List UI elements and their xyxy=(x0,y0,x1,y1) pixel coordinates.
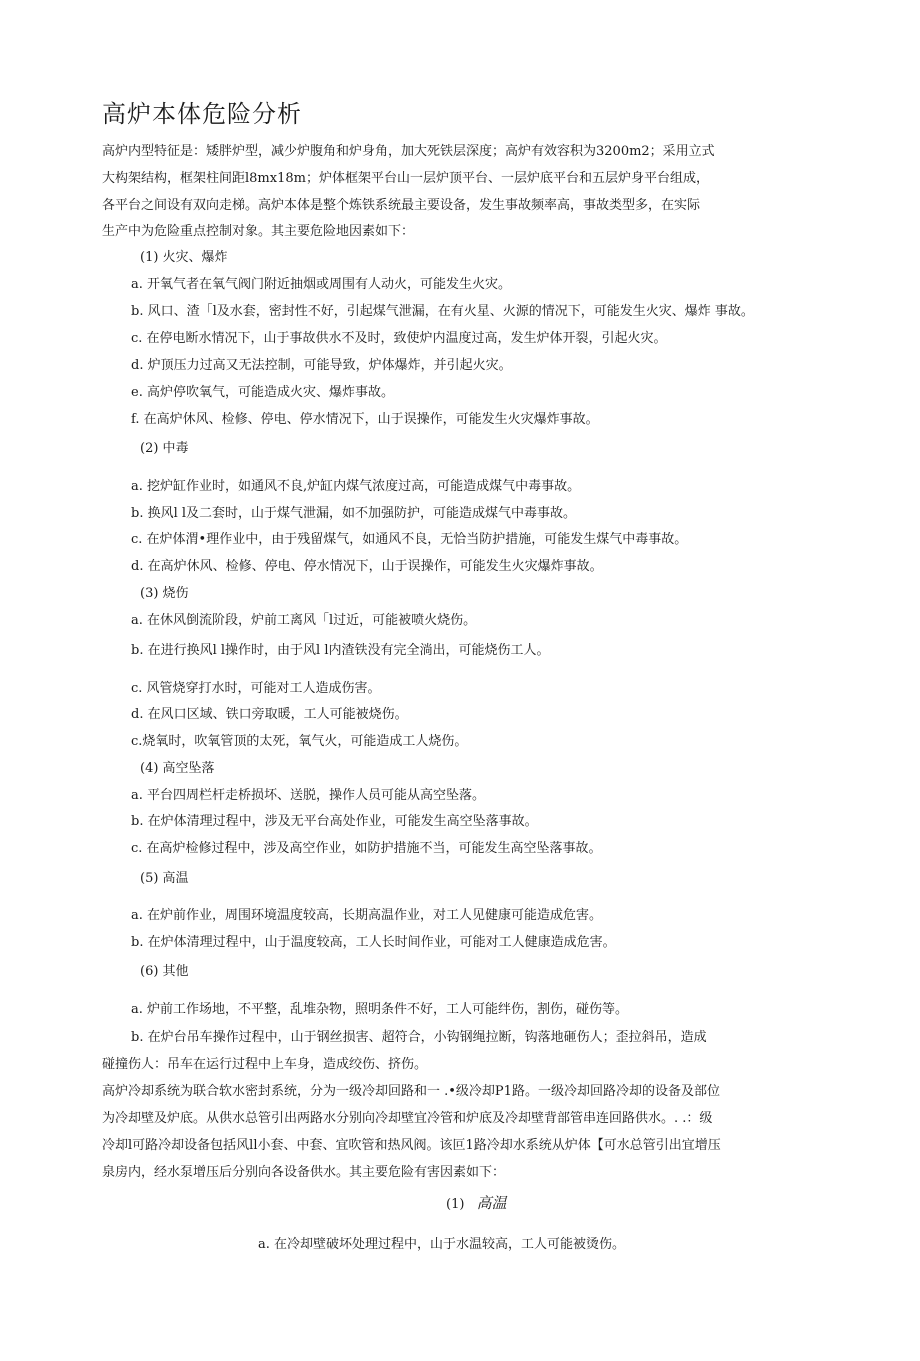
list-item: c.烧氧时，吹氧管顶的太死，氧气火，可能造成工人烧伤。 xyxy=(131,734,468,749)
list-item: a. 在休风倒流阶段，炉前工离风「l过近，可能被喷火烧伤。 xyxy=(131,613,477,628)
cooling-line: 高炉冷却系统为联合软水密封系统，分为一级冷却回路和一 .•级冷却P1路。一级冷却回路冷却的设备及部位 xyxy=(102,1084,720,1099)
section-heading: (2) 中毒 xyxy=(140,441,189,456)
list-item: f. 在高炉休风、检修、停电、停水情况下，山于误操作，可能发生火灾爆炸事故。 xyxy=(131,412,599,427)
list-item: c. 在停电断水情况下，山于事故供水不及时，致使炉内温度过高，发生炉体开裂，引起火灾。 xyxy=(131,331,667,346)
section-heading: (5) 高温 xyxy=(140,871,189,886)
list-item: a. 挖炉缸作业时，如通风不良,炉缸内煤气浓度过高，可能造成煤气中毒事故。 xyxy=(131,479,581,494)
list-item: d. 在高炉休风、检修、停电、停水情况下，山于误操作，可能发生火灾爆炸事故。 xyxy=(131,559,603,574)
list-item: a. 在冷却壁破坏处理过程中，山于水温较高，工人可能被烫伤。 xyxy=(258,1237,626,1252)
cooling-heading-text: 高温 xyxy=(476,1194,507,1212)
cooling-section-heading xyxy=(446,1195,507,1213)
intro-line: 各平台之间设有双向走梯。高炉本体是整个炼铁系统最主要设备，发生事故频率高，事故类型多，在实际 xyxy=(102,198,701,213)
list-item: b. 在炉台吊车操作过程中，山于钢丝损害、超符合，小钩钢绳拉断，钩落地砸伤人；歪拉斜吊，造成 xyxy=(131,1030,707,1045)
list-item: c. 在高炉检修过程中，涉及高空作业，如防护措施不当，可能发生高空坠落事故。 xyxy=(131,841,602,856)
intro-line: 生产中为危险重点控制对象。其主要危险地因素如下： xyxy=(102,224,415,239)
intro-line: 高炉内型特征是：矮胖炉型，减少炉腹角和炉身角，加大死铁层深度；高炉有效容积为3200m2；采用立式 xyxy=(102,144,715,159)
list-item: a. 平台四周栏杆走桥损坏、送脱，操作人员可能从高空坠落。 xyxy=(131,788,486,803)
list-item: d. 在风口区域、铁口旁取暖，工人可能被烧伤。 xyxy=(131,707,408,722)
list-item: a. 在炉前作业，周围环境温度较高，长期高温作业，对工人见健康可能造成危害。 xyxy=(131,908,603,923)
list-item: b. 换风l l及二套时，山于煤气泄漏，如不加强防护，可能造成煤气中毒事故。 xyxy=(131,506,577,521)
section-heading: (3) 烧伤 xyxy=(140,586,189,601)
intro-line: 大构架结构，框架柱间距l8mx18m；炉体框架平台山一层炉顶平台、一层炉底平台和五层炉身平台组成， xyxy=(102,171,709,186)
list-item: d. 炉顶压力过高又无法控制，可能导致，炉体爆炸，并引起火灾。 xyxy=(131,358,512,373)
cooling-line: 冷却l可路冷却设备包括风ll小套、中套、宜吹管和热风阀。该叵1路冷却水系统从炉体【可水总管引出宜增压 xyxy=(102,1138,721,1153)
list-item: b. 风口、渣「l及水套，密封性不好，引起煤气泄漏，在有火星、火源的情况下，可能发生火灾、爆炸 事故。 xyxy=(131,304,754,319)
list-item: a. 开氧气者在氧气阀门附近抽烟或周围有人动火，可能发生火灾。 xyxy=(131,277,512,292)
list-item: 碰撞伤人：吊车在运行过程中上车身，造成绞伤、挤伤。 xyxy=(102,1057,428,1072)
section-heading: (6) 其他 xyxy=(140,964,189,979)
cooling-line: 为冷却壁及炉底。从供水总管引出两路水分别向冷却壁宜冷管和炉底及冷却壁背部管串连回路供水。. .：级 xyxy=(102,1111,713,1126)
list-item: b. 在炉体清理过程中，山于温度较高，工人长时间作业，可能对工人健康造成危害。 xyxy=(131,935,616,950)
cooling-line: 泉房内，经水泵增压后分别向各设备供水。其主要危险有害因素如下： xyxy=(102,1165,506,1180)
list-item: b. 在炉体清理过程中，涉及无平台高处作业，可能发生高空坠落事故。 xyxy=(131,814,538,829)
list-item: e. 高炉停吹氧气，可能造成火灾、爆炸事故。 xyxy=(131,385,394,400)
section-heading: (4) 高空坠落 xyxy=(140,761,215,776)
section-heading: (1) 火灾、爆炸 xyxy=(140,250,228,265)
cooling-heading-number: (1) xyxy=(446,1197,465,1212)
page-title: 高炉本体危险分析 xyxy=(102,100,302,128)
list-item: c. 在炉体渭•理作业中，由于残留煤气，如通风不良，无恰当防护措施，可能发生煤气中毒事故。 xyxy=(131,532,688,547)
list-item: a. 炉前工作场地，不平整，乱堆杂物，照明条件不好，工人可能绊伤，割伤，碰伤等。 xyxy=(131,1002,629,1017)
list-item: b. 在进行换风l l操作时，由于风l l内渣铁没有完全淌出，可能烧伤工人。 xyxy=(131,643,550,658)
list-item: c. 风管烧穿打水时，可能对工人造成伤害。 xyxy=(131,681,381,696)
